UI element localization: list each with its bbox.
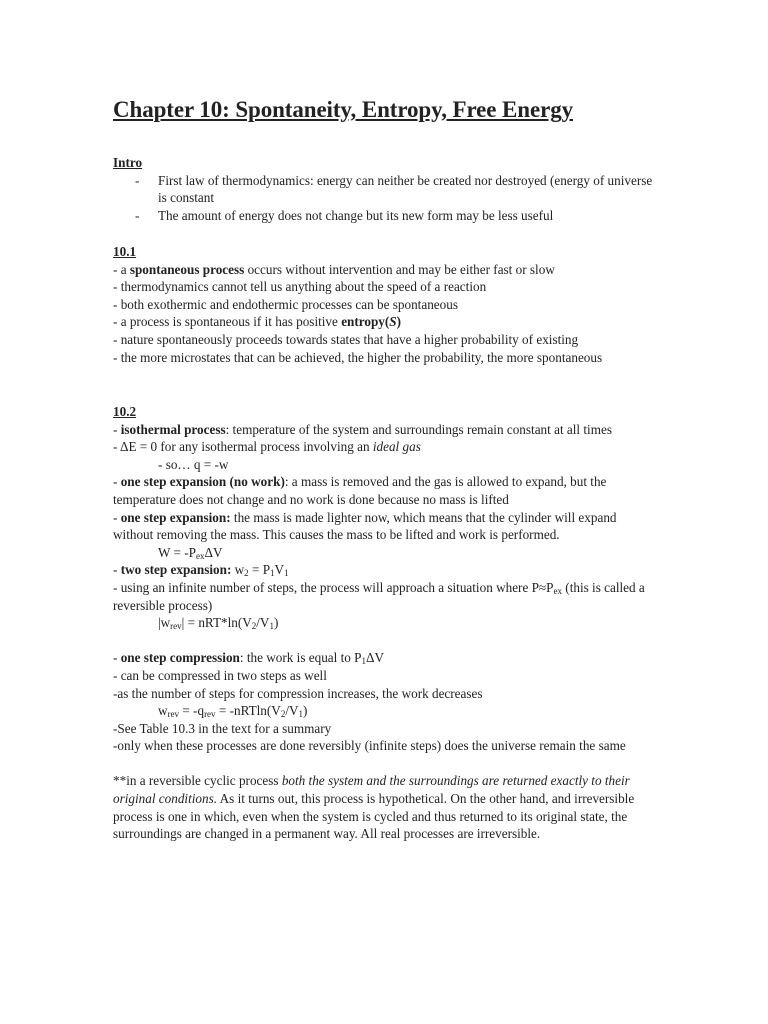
closing-paragraph: **in a reversible cyclic process both the system and the surroundings are returned exactly to their original conditions. As it turns out, this process is hypothetical. On the other hand, and irreversible process is one in which, even when the system is cycled and thus returned to its original state, the surroundings are changed in a permanent way. All real processes are irreversible. (113, 773, 635, 842)
text-line: - one step compression: the work is equal to $P_1\Delta V$ (113, 650, 385, 667)
text-line: - the more microstates that can be achieved, the higher the probability, the more spontaneous (113, 349, 603, 365)
intro-item-text: The amount of energy does not change but its new form may be less useful (158, 207, 554, 223)
section-heading: 10.2 (113, 404, 137, 419)
text-line: -only when these processes are done reversibly (infinite steps) does the universe remain the same (113, 738, 626, 754)
title-block (113, 96, 658, 124)
intro-item-text: First law of thermodynamics: energy can neither be created nor destroyed (energy of universe is constant (158, 172, 653, 206)
text-line: - a spontaneous process occurs without intervention and may be either fast or slow (113, 261, 555, 277)
intro-heading: Intro (113, 155, 143, 170)
intro-section (113, 154, 658, 224)
intro-list (113, 172, 658, 225)
text-line: - nature spontaneously proceeds towards states that have a higher probability of existing (113, 331, 579, 347)
text-line: - so… q = -w (158, 456, 229, 472)
text-line: - ΔE = 0 for any isothermal process involving an ideal gas (113, 439, 421, 455)
text-line: - two step expansion: $w_2 = P_1V_1$ (113, 562, 289, 579)
page-title: Chapter 10: Spontaneity, Entropy, Free Energy (113, 97, 573, 122)
text-line: -See Table 10.3 in the text for a summary (113, 720, 332, 736)
equation-line: $|w_{rev}| = nRT*\ln(V_2/V_1)$ (158, 615, 279, 632)
dash-bullet: - (135, 172, 140, 188)
term-ideal-gas: ideal gas (372, 439, 421, 455)
blank-line (113, 632, 658, 650)
term-one-step-expansion: one step expansion: (120, 509, 231, 525)
text-line: - thermodynamics cannot tell us anything about the speed of a reaction (113, 279, 487, 295)
text-line: - one step expansion (no work): a mass is removed and the gas is allowed to expand, but the temperature does not change and no work is done because no mass is lifted (113, 474, 607, 507)
term-isothermal-process: isothermal process (120, 421, 226, 437)
section-heading: 10.1 (113, 244, 137, 259)
section-10-1 (113, 243, 658, 366)
equation-line: $W = -P_{ex}\Delta V$ (158, 544, 223, 561)
text-line: - isothermal process: temperature of the system and surroundings remain constant at all times (113, 421, 612, 437)
text-line: - one step expansion: the mass is made lighter now, which means that the cylinder will expand without removing the mass. This causes the mass to be lifted and work is performed. (113, 509, 617, 543)
blank-line (113, 755, 658, 773)
section-10-2 (113, 403, 658, 843)
dash-bullet: - (135, 207, 140, 223)
equation-line: $w_{rev} = -q_{rev} = -nRTln(V_2/V_1)$ (158, 703, 308, 720)
term-two-step-expansion: two step expansion: (120, 562, 232, 578)
text-line: - a process is spontaneous if it has positive entropy(S) (113, 314, 402, 330)
term-spontaneous-process: spontaneous process (129, 261, 245, 277)
term-entropy: entropy(S) (341, 314, 402, 330)
text-line: - both exothermic and endothermic processes can be spontaneous (113, 296, 458, 312)
term-one-step-expansion-no-work: one step expansion (no work) (120, 474, 285, 490)
list-item (113, 172, 658, 207)
emphasis-text: both the system and the surroundings are returned exactly to their original conditions. (113, 773, 630, 807)
term-one-step-compression: one step compression (120, 650, 240, 666)
text-line: -as the number of steps for compression increases, the work decreases (113, 685, 483, 701)
list-item (113, 207, 658, 225)
text-line: - can be compressed in two steps as well (113, 667, 327, 683)
text-line: - using an infinite number of steps, the process will approach a situation where $P\approx P_{ex}$ (this is called a reversible process) (113, 579, 645, 613)
